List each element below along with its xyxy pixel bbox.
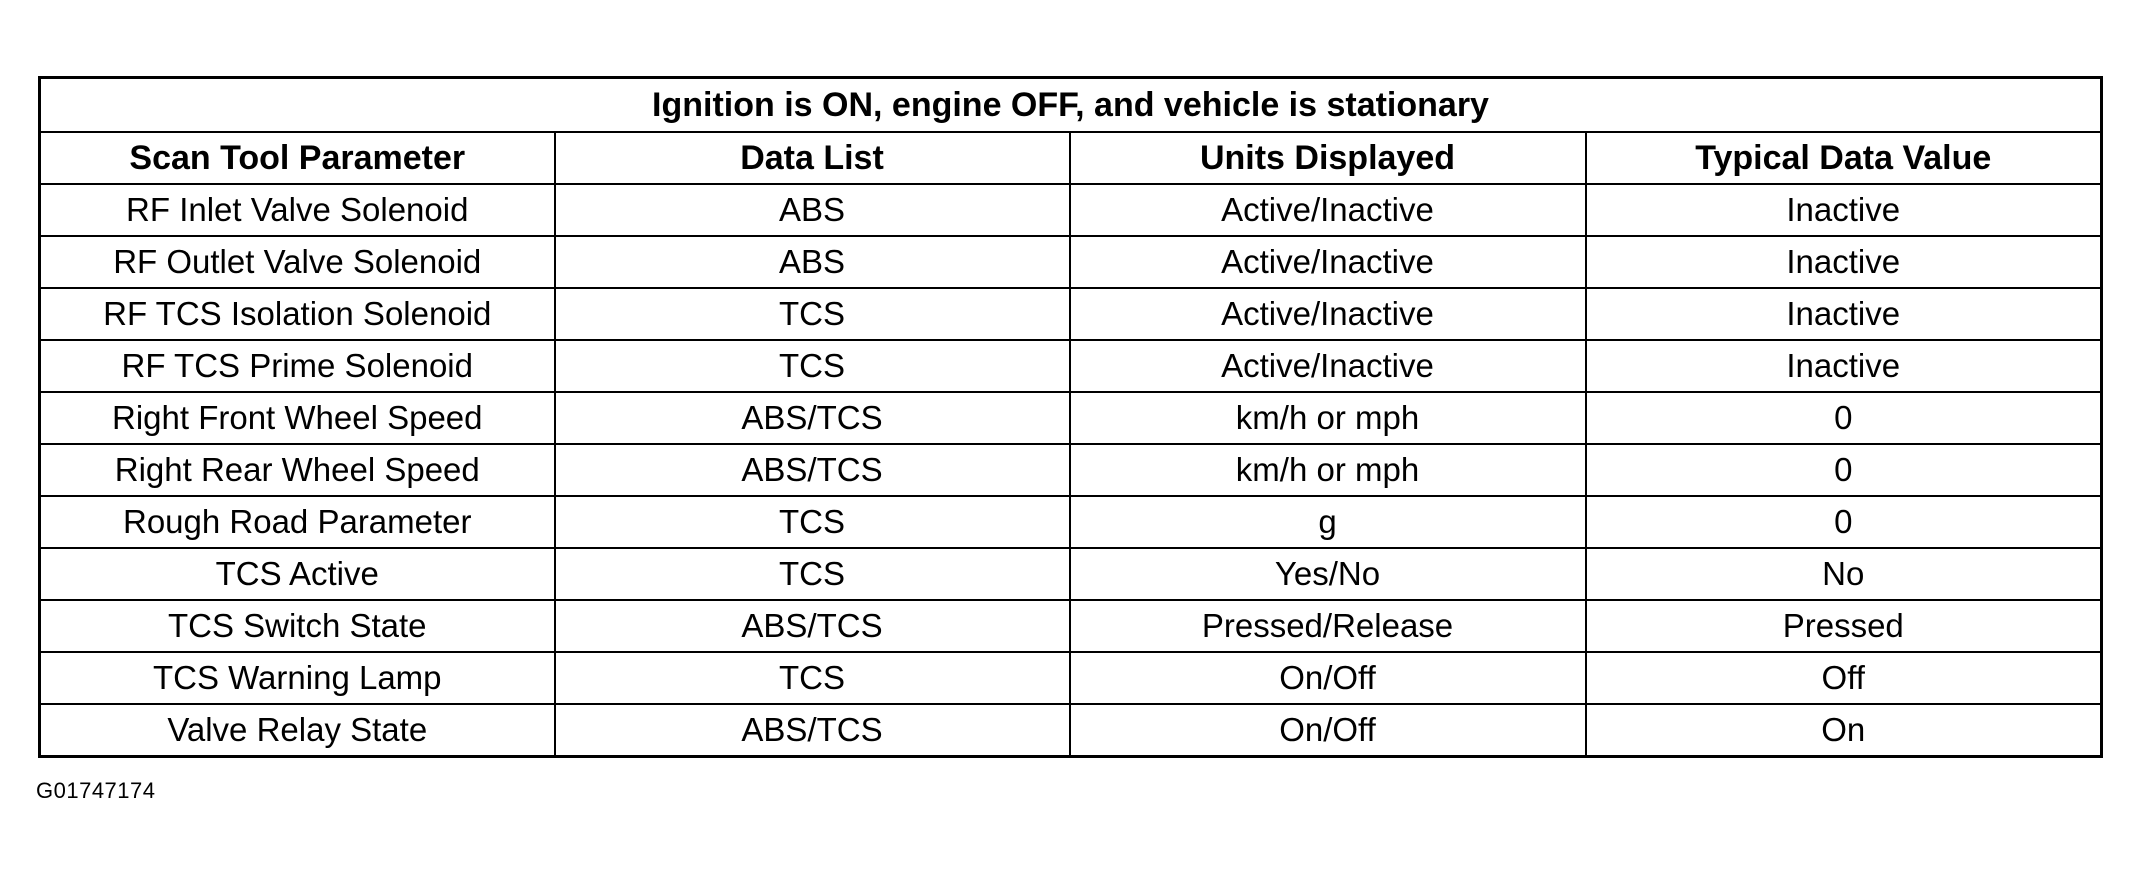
typical-value-cell: Inactive [1586,340,2102,392]
table-row [40,392,2102,444]
typical-value-cell: Pressed [1586,600,2102,652]
table-row [40,496,2102,548]
units-cell: Yes/No [1070,548,1586,600]
table-row [40,600,2102,652]
parameter-cell: RF Inlet Valve Solenoid [40,184,555,236]
table-row [40,288,2102,340]
units-cell: Pressed/Release [1070,600,1586,652]
typical-value-cell: On [1586,704,2102,757]
data-list-cell: TCS [555,652,1070,704]
table-title: Ignition is ON, engine OFF, and vehicle is stationary [40,78,2102,133]
table-row [40,548,2102,600]
parameter-cell: Valve Relay State [40,704,555,757]
parameter-cell: RF TCS Isolation Solenoid [40,288,555,340]
typical-value-cell: 0 [1586,444,2102,496]
table-row [40,340,2102,392]
table-row [40,704,2102,757]
parameter-cell: Right Rear Wheel Speed [40,444,555,496]
typical-value-cell: 0 [1586,392,2102,444]
scan-tool-data-table [38,76,2103,758]
data-list-cell: TCS [555,548,1070,600]
units-cell: On/Off [1070,704,1586,757]
parameter-cell: TCS Warning Lamp [40,652,555,704]
table-row [40,444,2102,496]
typical-value-cell: No [1586,548,2102,600]
units-cell: On/Off [1070,652,1586,704]
typical-value-cell: 0 [1586,496,2102,548]
parameter-cell: TCS Switch State [40,600,555,652]
data-list-cell: ABS/TCS [555,392,1070,444]
typical-value-cell: Inactive [1586,288,2102,340]
table-row [40,652,2102,704]
parameter-cell: Right Front Wheel Speed [40,392,555,444]
data-list-cell: TCS [555,496,1070,548]
header-scan-tool-parameter: Scan Tool Parameter [40,132,555,184]
header-units-displayed: Units Displayed [1070,132,1586,184]
typical-value-cell: Inactive [1586,236,2102,288]
table-header-row [40,132,2102,184]
units-cell: km/h or mph [1070,444,1586,496]
units-cell: Active/Inactive [1070,340,1586,392]
data-list-cell: TCS [555,340,1070,392]
units-cell: Active/Inactive [1070,184,1586,236]
table-row [40,236,2102,288]
units-cell: Active/Inactive [1070,288,1586,340]
data-list-cell: TCS [555,288,1070,340]
parameter-cell: TCS Active [40,548,555,600]
table-row [40,184,2102,236]
parameter-cell: Rough Road Parameter [40,496,555,548]
header-typical-data-value: Typical Data Value [1586,132,2102,184]
data-list-cell: ABS [555,184,1070,236]
data-list-cell: ABS/TCS [555,444,1070,496]
typical-value-cell: Inactive [1586,184,2102,236]
parameter-cell: RF Outlet Valve Solenoid [40,236,555,288]
units-cell: Active/Inactive [1070,236,1586,288]
data-list-cell: ABS/TCS [555,600,1070,652]
table-title-row [40,78,2102,133]
typical-value-cell: Off [1586,652,2102,704]
data-list-cell: ABS/TCS [555,704,1070,757]
data-list-cell: ABS [555,236,1070,288]
header-data-list: Data List [555,132,1070,184]
units-cell: g [1070,496,1586,548]
figure-id-label: G01747174 [36,778,156,803]
parameter-cell: RF TCS Prime Solenoid [40,340,555,392]
units-cell: km/h or mph [1070,392,1586,444]
